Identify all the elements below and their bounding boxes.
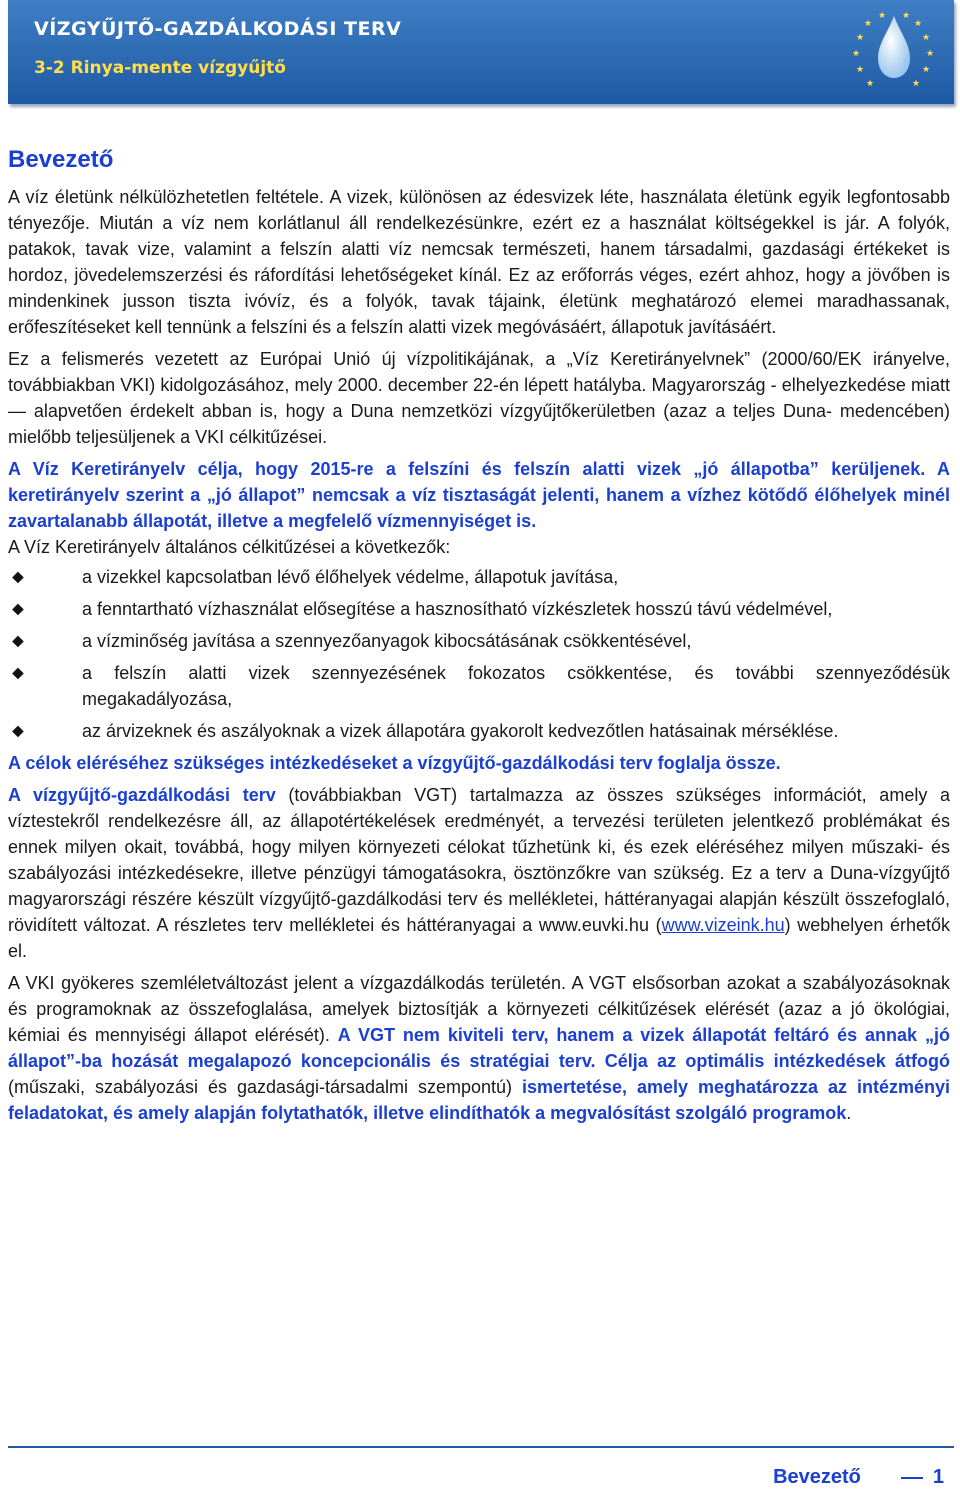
diamond-bullet-icon: ⬥ bbox=[12, 599, 24, 618]
intro-paragraph: A víz életünk nélkülözhetetlen feltétele. A vizek, különösen az édesvizek léte, használata életünk egyik legfontosabb tényezője. Miután a víz nem korlátlanul áll rendelkezésünkre, ezért ez a használat költségekkel is jár. A folyók, patakok, tavak vize, valamint a felszín alatti víz nemcsak természeti, hanem társadalmi, gazdasági értékeket is hordoz, jövedelemszerzési és ráfordítási lehetőségeket kínál. Ez az erőforrás véges, ezért ahhoz, hogy a jövőben is mindenkinek jusson tiszta ivóvíz, és a folyók, tavak tájaink, életünk meghatározó elemei maradhassanak, erőfeszítéseket kell tennünk a felszíni és a felszín alatti vizek megóvásáért, állapotuk javításáért. bbox=[8, 187, 950, 337]
svg-text:★: ★ bbox=[856, 33, 865, 43]
list-item: ⬥ a vízminőség javítása a szennyezőanyagok kibocsátásának csökkentésével, bbox=[8, 628, 950, 654]
svg-text:★: ★ bbox=[878, 11, 887, 21]
svg-text:★: ★ bbox=[922, 65, 931, 75]
footer-label: Bevezető bbox=[773, 1466, 861, 1488]
diamond-bullet-icon: ⬥ bbox=[12, 663, 24, 682]
page-footer bbox=[0, 1466, 944, 1489]
vki-change-paragraph: A VKI gyökeres szemléletváltozást jelent a vízgazdálkodás területén. A VGT elsősorban azokat a szabályozásoknak és programoknak az összefoglalása, amelyek biztosítják a környezeti célkitűzések elérését (azaz a jó ökológiai, kémiai és mennyiségi állapot elérését). A VGT nem kiviteli terv, hanem a vizek állapotát feltáró és annak „jó állapot”-ba hozását megalapozó koncepcionális és stratégiai terv. Célja az optimális intézkedések átfogó (műszaki, szabályozási és gazdasági-társadalmi szempontú) ismertetése, amely meghatározza az intézményi feladatokat, és amely alapján folytathatók, illetve elindíthatók a megvalósítást szolgáló programok. bbox=[8, 973, 950, 1123]
eu-water-drop-icon bbox=[848, 6, 940, 98]
footer-divider bbox=[8, 1446, 954, 1448]
page-number: 1 bbox=[932, 1466, 944, 1488]
document-header bbox=[8, 0, 954, 104]
diamond-bullet-icon: ⬥ bbox=[12, 631, 24, 650]
diamond-bullet-icon: ⬥ bbox=[12, 721, 24, 740]
svg-text:★: ★ bbox=[926, 49, 935, 59]
svg-text:★: ★ bbox=[864, 19, 873, 29]
goal-paragraph: A Víz Keretirányelv célja, hogy 2015-re a felszíni és felszín alatti vizek „jó állapotba” kerüljenek. A keretirányelv szerint a „jó állapot” nemcsak a víz tisztaságát jelenti, hanem a vízhez kötődő élőhelyek minél zavartalanabb állapotát, illetve a megfelelő vízmennyiséget is. bbox=[8, 459, 950, 531]
measures-paragraph: A célok eléréséhez szükséges intézkedéseket a vízgyűjtő-gazdálkodási terv foglalja össze. bbox=[8, 753, 781, 773]
vki-paragraph: Ez a felismerés vezetett az Európai Unió új vízpolitikájának, a „Víz Keretirányelvnek” (2000/60/EK irányelve, továbbiakban VKI) kidolgozásához, mely 2000. december 22-én lépett hatályba. Magyarország - elhelyezkedése miatt — alapvetően érdekelt abban is, hogy a Duna nemzetközi vízgyűjtőkerületben (azaz a teljes Duna- medencében) mielőbb teljesüljenek a VKI célkitűzései. bbox=[8, 349, 950, 447]
vizeink-link[interactable]: www.vizeink.hu bbox=[661, 915, 785, 935]
header-subtitle: 3-2 Rinya-mente vízgyűjtő bbox=[34, 58, 286, 78]
svg-text:★: ★ bbox=[852, 49, 861, 59]
svg-text:★: ★ bbox=[912, 79, 921, 89]
main-content bbox=[8, 146, 950, 1126]
objectives-intro: A Víz Keretirányelv általános célkitűzései a következők: bbox=[8, 537, 451, 557]
objectives-list bbox=[8, 564, 950, 744]
section-title: Bevezető bbox=[8, 146, 114, 173]
svg-text:★: ★ bbox=[856, 65, 865, 75]
footer-dash bbox=[901, 1477, 923, 1479]
svg-text:★: ★ bbox=[902, 11, 911, 21]
vgt-paragraph: A vízgyűjtő-gazdálkodási terv (továbbiakban VGT) tartalmazza az összes szükséges információt, amely a víztestekről rendelkezésre áll, az állapotértékelések eredményét, a tervezési területen jelentkező problémákat és ennek milyen okait, továbbá, hogy milyen környezeti célokat tűzhetünk ki, és ezek eléréséhez milyen műszaki- és szabályozási intézkedésekre, illetve pénzügyi támogatásokra, ösztönzőkre van szükség. Ez a terv a Duna-vízgyűjtő magyarországi részére készült vízgyűjtő-gazdálkodási terv és mellékletei, háttéranyagai alapján készült összefoglaló, rövidített változat. A részletes terv mellékletei és háttéranyagai a www.euvki.hu (www.vizeink.hu) webhelyen érhetők el. bbox=[8, 785, 951, 961]
header-title: VÍZGYŰJTŐ-GAZDÁLKODÁSI TERV bbox=[34, 18, 402, 40]
list-item: ⬥ a vizekkel kapcsolatban lévő élőhelyek védelme, állapotuk javítása, bbox=[8, 564, 950, 590]
diamond-bullet-icon: ⬥ bbox=[12, 567, 24, 586]
svg-text:★: ★ bbox=[866, 79, 875, 89]
svg-text:★: ★ bbox=[914, 19, 923, 29]
svg-text:★: ★ bbox=[922, 33, 931, 43]
list-item: ⬥ a fenntartható vízhasználat elősegítése a hasznosítható vízkészletek hosszú távú védelmével, bbox=[8, 596, 950, 622]
list-item: ⬥ az árvizeknek és aszályoknak a vizek állapotára gyakorolt kedvezőtlen hatásainak mérséklése. bbox=[8, 718, 950, 744]
list-item: ⬥ a felszín alatti vizek szennyezésének fokozatos csökkentése, és további szennyeződésük megakadályozása, bbox=[8, 660, 950, 712]
